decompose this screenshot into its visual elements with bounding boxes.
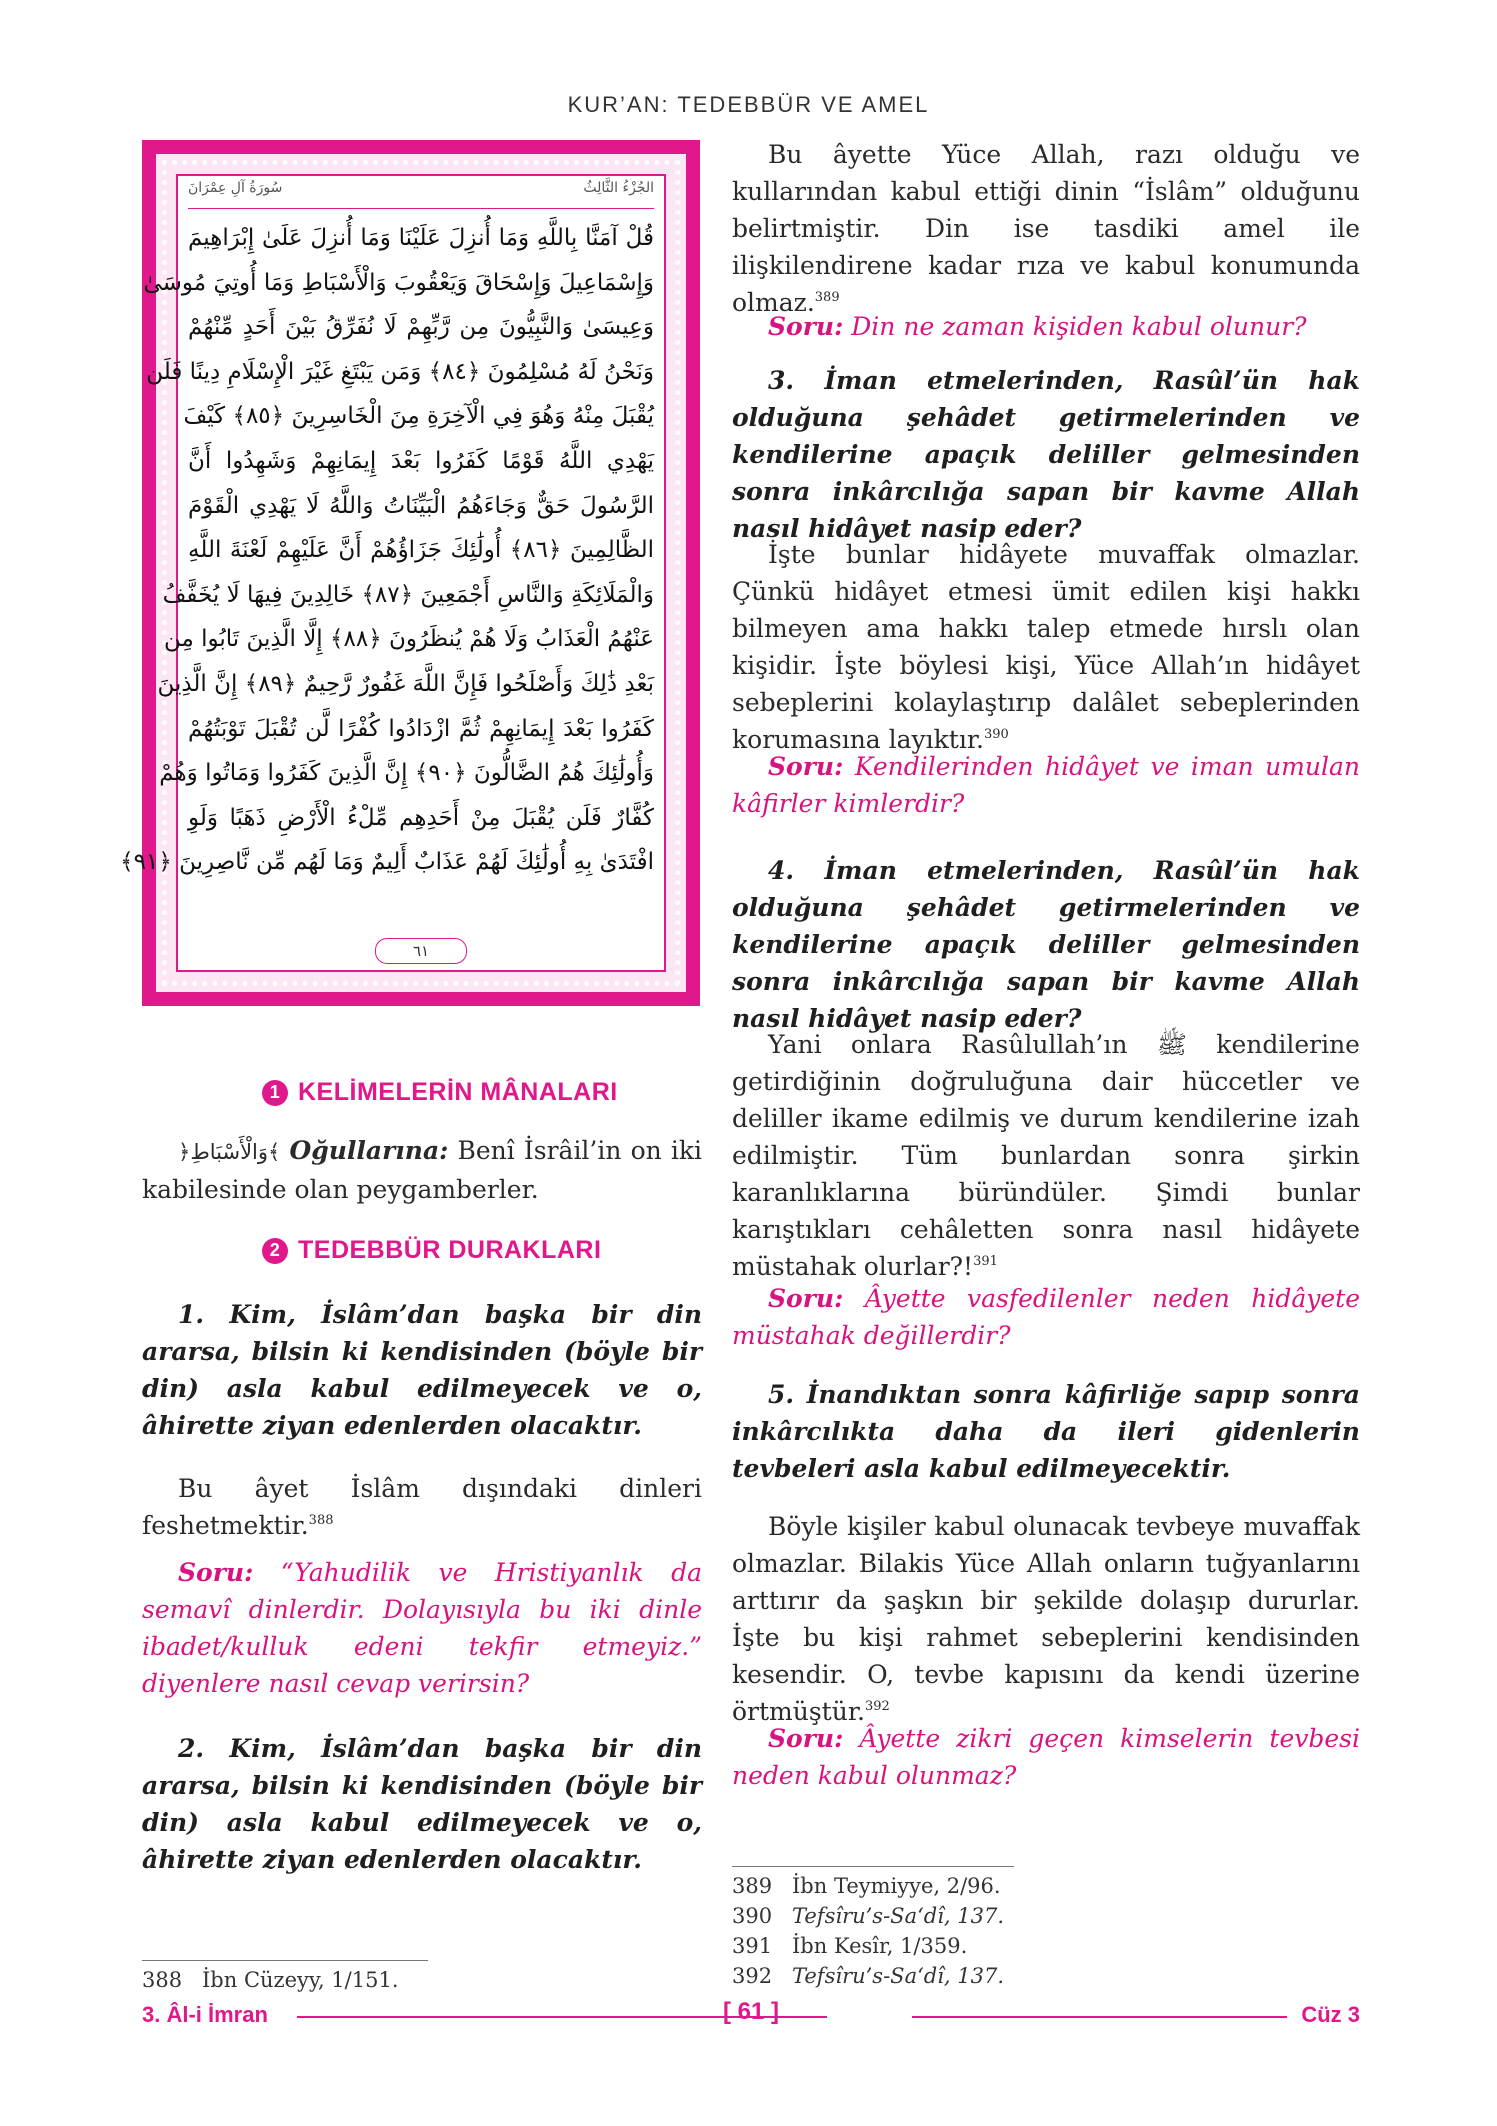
surah-label: سُورَةُ آلِ عِمْرَانَ <box>188 180 283 196</box>
footnote-388 <box>142 1966 702 1994</box>
quran-line: وَنَحْنُ لَهُ مُسْلِمُونَ ﴿٨٤﴾ وَمَن يَبْتَغِ غَيْرَ الْإِسْلَامِ دِينًا فَلَن <box>146 358 654 385</box>
quran-line: يَهْدِي اللَّهُ قَوْمًا كَفَرُوا بَعْدَ إِيمَانِهِمْ وَشَهِدُوا أَنَّ <box>188 447 654 474</box>
footer-surah: 3. Âl-i İmran <box>142 2002 268 2027</box>
commentary-1 <box>142 1470 702 1544</box>
footnote-text: Tefsîru’s-Sa‘dî, 137. <box>792 1904 1005 1928</box>
question-5 <box>732 1720 1360 1794</box>
quran-text-area <box>120 174 666 972</box>
footnote-ref: 391 <box>973 1254 998 1269</box>
footnote-ref: 390 <box>984 727 1009 742</box>
commentary-text: İşte bunlar hidâyete muvaffak olmazlar. Çünkü hidâyet etmesi ümit edilen kişi hakkı bilmeyen ama hakkı talep etmede hırslı olan kişidir. İşte böylesi kişi, Yüce Allah’ın hidâyet sebeplerini kolaylaştırıp dalâlet sebeplerinden korumasına layıktır. <box>732 540 1360 754</box>
question-text: “Yahudilik ve Hristiyanlık da semavî dinlerdir. Dolayısıyla bu iki dinle ibadet/kulluk edeni tekfir etmeyiz.” diyenlere nasıl cevap verirsin? <box>142 1558 702 1698</box>
verse-meaning-3: 3. İman etmelerinden, Rasûl’ün hak olduğuna şehâdet getirmelerinden ve kendilerine apaçık deliller gelmesinden sonra inkârcılığa sapan bir kavme Allah nasıl hidâyet nasip eder? <box>732 366 1360 543</box>
section-title: KELİMELERİN MÂNALARI <box>298 1078 618 1106</box>
question-text: Kendilerinden hidâyet ve iman umulan kâfirler kimlerdir? <box>732 752 1360 818</box>
footnote-divider <box>732 1866 1014 1867</box>
commentary-4 <box>732 1026 1360 1285</box>
quran-line: وَالْمَلَائِكَةِ وَالنَّاسِ أَجْمَعِينَ ﴿٨٧﴾ خَالِدِينَ فِيهَا لَا يُخَفَّفُ <box>162 581 654 608</box>
footnote-392 <box>732 1962 1360 1990</box>
vocab-entry <box>142 1132 702 1208</box>
footnote-number: 388 <box>142 1968 183 1992</box>
quran-line: الظَّالِمِينَ ﴿٨٦﴾ أُولَٰئِكَ جَزَاؤُهُمْ أَنَّ عَلَيْهِمْ لَعْنَةَ اللَّهِ <box>188 537 654 564</box>
section-heading-vocab <box>262 1078 618 1107</box>
quran-line: وَإِسْمَاعِيلَ وَإِسْحَاقَ وَيَعْقُوبَ وَالْأَسْبَاطِ وَمَا أُوتِيَ مُوسَىٰ <box>143 269 654 296</box>
quran-line: قُلْ آمَنَّا بِاللَّهِ وَمَا أُنزِلَ عَلَيْنَا وَمَا أُنزِلَ عَلَىٰ إِبْرَاهِيمَ <box>188 225 654 251</box>
question-1 <box>142 1554 702 1702</box>
running-head: KUR’AN: TEDEBBÜR VE AMEL <box>567 92 930 117</box>
footer-page-number: [ 61 ] <box>722 1998 780 2025</box>
quran-line: يُقْبَلَ مِنْهُ وَهُوَ فِي الْآخِرَةِ مِنَ الْخَاسِرِينَ ﴿٨٥﴾ كَيْفَ <box>183 403 654 430</box>
section-number-badge: 2 <box>262 1238 288 1264</box>
vocab-definition: Benî İsrâil’in on iki kabilesinde olan peygamberler. <box>142 1136 702 1204</box>
footnote-number: 389 <box>732 1874 773 1898</box>
footnote-ref: 392 <box>864 1699 890 1714</box>
footnote-ref: 388 <box>308 1513 334 1528</box>
page-footer <box>142 1998 1360 2032</box>
quran-line: كُفَّارٌ فَلَن يُقْبَلَ مِنْ أَحَدِهِم مِّلْءُ الْأَرْضِ ذَهَبًا وَلَوِ <box>188 804 654 831</box>
quran-page-number: ٦١ <box>375 938 467 964</box>
juz-label: الجُزْءُ الثَّالِثُ <box>583 180 654 196</box>
footnote-divider <box>142 1960 428 1961</box>
footer-rule <box>912 2016 1287 2018</box>
footnote-text: İbn Cüzeyy, 1/151. <box>202 1968 399 1992</box>
quran-line: عَنْهُمُ الْعَذَابُ وَلَا هُمْ يُنظَرُونَ ﴿٨٨﴾ إِلَّا الَّذِينَ تَابُوا مِن <box>163 626 654 653</box>
commentary-text: Yani onlara Rasûlullah’ın <box>768 1030 1128 1059</box>
quran-line: بَعْدِ ذَٰلِكَ وَأَصْلَحُوا فَإِنَّ اللَّهَ غَفُورٌ رَّحِيمٌ ﴿٨٩﴾ إِنَّ الَّذِينَ <box>157 670 654 697</box>
verse-meaning-5: 5. İnandıktan sonra kâfirliğe sapıp sonra inkârcılıkta daha da ileri gidenlerin tevbeleri asla kabul edilmeyecektir. <box>732 1380 1360 1483</box>
footnote-389 <box>732 1872 1360 1900</box>
question-label: Soru: <box>178 1558 254 1587</box>
section-heading-reflection <box>262 1236 601 1265</box>
question-label: Soru: <box>768 1724 844 1753</box>
footnote-number: 391 <box>732 1934 773 1958</box>
commentary-5 <box>732 1508 1360 1730</box>
commentary-3 <box>732 536 1360 758</box>
verse-meaning-2: 2. Kim, İslâm’dan başka bir din ararsa, bilsin ki kendisinden (böyle bir din) asla kabul edilmeyecek ve o, âhirette ziyan edenlerden olacaktır. <box>142 1734 702 1874</box>
question-text: Âyette vasfedilenler neden hidâyete müstahak değillerdir? <box>732 1284 1360 1350</box>
commentary-text: Bu âyette Yüce Allah, razı olduğu ve kullarından kabul ettiği dinin “İslâm” olduğunu belirtmiştir. Din ise tasdiki amel ile ilişkilendirene kadar rıza ve kabul konumunda olmaz. <box>732 140 1360 317</box>
question-label: Soru: <box>768 312 844 341</box>
question-4 <box>732 1280 1360 1354</box>
question-label: Soru: <box>768 752 844 781</box>
quran-line: وَأُولَٰئِكَ هُمُ الضَّالُّونَ ﴿٩٠﴾ إِنَّ الَّذِينَ كَفَرُوا وَمَاتُوا وَهُمْ <box>159 760 654 787</box>
question-label: Soru: <box>768 1284 844 1313</box>
quran-line: كَفَرُوا بَعْدَ إِيمَانِهِمْ ثُمَّ ازْدَادُوا كُفْرًا لَّن تُقْبَلَ تَوْبَتُهُمْ <box>188 715 654 742</box>
footnote-text: İbn Kesîr, 1/359. <box>792 1934 968 1958</box>
footnote-391 <box>732 1932 1360 1960</box>
footnote-text: İbn Teymiyye, 2/96. <box>792 1874 1001 1898</box>
commentary-2 <box>732 136 1360 321</box>
footnote-number: 390 <box>732 1904 773 1928</box>
quran-line: وَعِيسَىٰ وَالنَّبِيُّونَ مِن رَّبِّهِمْ لَا نُفَرِّقُ بَيْنَ أَحَدٍ مِّنْهُمْ <box>188 314 654 341</box>
footer-juz: Cüz 3 <box>1301 2002 1360 2027</box>
quran-line: افْتَدَىٰ بِهِ أُولَٰئِكَ لَهُمْ عَذَابٌ أَلِيمٌ وَمَا لَهُم مِّن نَّاصِرِينَ ﴿٩١﴾ <box>120 849 654 876</box>
verse-meaning-1: 1. Kim, İslâm’dan başka bir din ararsa, bilsin ki kendisinden (böyle bir din) asla kabul edilmeyecek ve o, âhirette ziyan edenlerden olacaktır. <box>142 1300 702 1440</box>
commentary-text: Böyle kişiler kabul olunacak tevbeye muvaffak olmazlar. Bilakis Yüce Allah onların tuğyanlarını arttırır da şaşkın bir şekilde dolaşıp dururlar. İşte bu kişi rahmet sebeplerini kendisinden kesendir. O, tevbe kapısını da kendi üzerine örtmüştür. <box>732 1512 1360 1726</box>
quran-line: الرَّسُولَ حَقٌّ وَجَاءَهُمُ الْبَيِّنَاتُ وَاللَّهُ لَا يَهْدِي الْقَوْمَ <box>188 492 654 519</box>
footnote-text: Tefsîru’s-Sa‘dî, 137. <box>792 1964 1005 1988</box>
commentary-text: Bu âyet İslâm dışındaki dinleri feshetmektir. <box>142 1474 702 1540</box>
footnote-390 <box>732 1902 1360 1930</box>
question-2 <box>732 308 1360 345</box>
section-title: TEDEBBÜR DURAKLARI <box>298 1236 602 1264</box>
quran-page-frame <box>120 140 700 1006</box>
verse-meaning-4: 4. İman etmelerinden, Rasûl’ün hak olduğuna şehâdet getirmelerinden ve kendilerine apaçık deliller gelmesinden sonra inkârcılığa sapan bir kavme Allah nasıl hidâyet nasip eder? <box>732 856 1360 1033</box>
quran-lines <box>120 216 654 926</box>
question-text: Din ne zaman kişiden kabul olunur? <box>851 312 1307 341</box>
footnote-number: 392 <box>732 1964 773 1988</box>
commentary-text: kendilerine getirdiğinin doğruluğuna dair hüccetler ve deliller ikame edilmiş ve durum kendilerine izah edilmiştir. Tüm bunlardan sonra şirkin karanlıklarına büründüler. Şimdi bunlar karıştıkları cehâletten sonra nasıl hidâyete müstahak olurlar?! <box>732 1030 1360 1281</box>
footnote-ref: 389 <box>814 290 840 305</box>
salawat-glyph: ﷺ <box>1156 1030 1187 1059</box>
vocab-term: Oğullarına: <box>289 1136 449 1165</box>
question-text: Âyette zikri geçen kimselerin tevbesi neden kabul olunmaz? <box>732 1724 1360 1790</box>
question-3 <box>732 748 1360 822</box>
quran-page-header <box>188 180 654 209</box>
vocab-arabic: ﴿وَالْأَسْبَاطِ﴾ <box>178 1140 281 1164</box>
section-number-badge: 1 <box>262 1080 288 1106</box>
